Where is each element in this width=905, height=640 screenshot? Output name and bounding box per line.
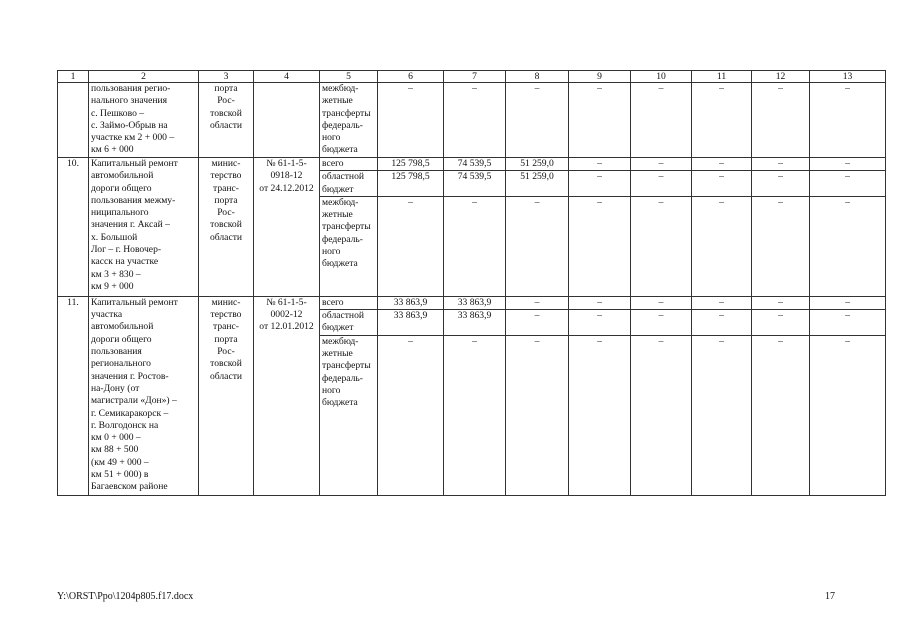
value-cell: – <box>444 335 506 495</box>
value-cell: – <box>752 310 810 336</box>
column-number: 1 <box>58 71 89 83</box>
column-number: 6 <box>378 71 444 83</box>
column-number: 10 <box>631 71 692 83</box>
value-cell: 51 259,0 <box>506 158 569 171</box>
value-cell: – <box>444 196 506 296</box>
responsible-ministry: минис- терство транс- порта Рос- товской области <box>199 158 254 297</box>
value-cell: 125 798,5 <box>378 171 444 197</box>
table-row <box>58 83 886 158</box>
budget-source: всего <box>320 158 378 171</box>
value-cell: – <box>810 335 886 495</box>
value-cell: – <box>506 310 569 336</box>
value-cell: – <box>692 196 752 296</box>
value-cell: – <box>752 296 810 309</box>
value-cell: – <box>631 296 692 309</box>
page-number: 17 <box>825 591 835 602</box>
value-cell: – <box>692 310 752 336</box>
value-cell: – <box>810 171 886 197</box>
column-number-row <box>58 71 886 83</box>
value-cell: – <box>631 335 692 495</box>
value-cell: – <box>631 196 692 296</box>
value-cell: – <box>810 296 886 309</box>
budget-source: межбюд- жетные трансферты федераль- ного бюджета <box>320 83 378 158</box>
value-cell: – <box>569 171 631 197</box>
row-number: 11. <box>58 296 89 495</box>
value-cell: – <box>810 158 886 171</box>
column-number: 5 <box>320 71 378 83</box>
budget-source: всего <box>320 296 378 309</box>
responsible-ministry: порта Рос- товской области <box>199 83 254 158</box>
table-row <box>58 158 886 171</box>
value-cell: 33 863,9 <box>444 296 506 309</box>
budget-source: областной бюджет <box>320 310 378 336</box>
contract-number: № 61-1-5- 0002-12 от 12.01.2012 <box>254 296 320 495</box>
responsible-ministry: минис- терство транс- порта Рос- товской области <box>199 296 254 495</box>
value-cell: – <box>752 335 810 495</box>
value-cell: – <box>752 196 810 296</box>
value-cell: 33 863,9 <box>444 310 506 336</box>
row-number: 10. <box>58 158 89 297</box>
value-cell: – <box>569 158 631 171</box>
column-number: 4 <box>254 71 320 83</box>
value-cell: – <box>752 171 810 197</box>
value-cell: 74 539,5 <box>444 158 506 171</box>
value-cell: 33 863,9 <box>378 310 444 336</box>
budget-source: межбюд- жетные трансферты федераль- ного бюджета <box>320 196 378 296</box>
value-cell: – <box>506 296 569 309</box>
column-number: 3 <box>199 71 254 83</box>
value-cell: – <box>752 158 810 171</box>
column-number: 7 <box>444 71 506 83</box>
work-description: Капитальный ремонт участка автомобильной дороги общего пользования регионального значения г. Ростов- на-Дону (от магистрали «Дон») – г. Семикаракорск – г. Волгодонск на км 0 + 000 – км 88 + 500 (км 49 + 000 – км 51 + 000) в Багаевском районе <box>89 296 199 495</box>
value-cell: – <box>631 171 692 197</box>
budget-source: межбюд- жетные трансферты федераль- ного бюджета <box>320 335 378 495</box>
column-number: 13 <box>810 71 886 83</box>
value-cell: – <box>752 83 810 158</box>
value-cell: – <box>506 83 569 158</box>
value-cell: – <box>569 196 631 296</box>
value-cell: 51 259,0 <box>506 171 569 197</box>
value-cell: – <box>692 83 752 158</box>
value-cell: – <box>378 196 444 296</box>
value-cell: – <box>692 335 752 495</box>
budget-source: областной бюджет <box>320 171 378 197</box>
value-cell: – <box>810 83 886 158</box>
value-cell: – <box>631 158 692 171</box>
value-cell: – <box>378 83 444 158</box>
column-number: 12 <box>752 71 810 83</box>
value-cell: – <box>810 310 886 336</box>
value-cell: – <box>692 158 752 171</box>
value-cell: – <box>444 83 506 158</box>
column-number: 11 <box>692 71 752 83</box>
value-cell: 125 798,5 <box>378 158 444 171</box>
value-cell: 74 539,5 <box>444 171 506 197</box>
value-cell: – <box>506 196 569 296</box>
work-description: Капитальный ремонт автомобильной дороги общего пользования межму- ниципального значения г. Аксай – х. Большой Лог – г. Новочер- касск на участке км 3 + 830 – км 9 + 000 <box>89 158 199 297</box>
contract-cell <box>254 83 320 158</box>
value-cell: – <box>506 335 569 495</box>
value-cell: – <box>569 83 631 158</box>
value-cell: – <box>378 335 444 495</box>
value-cell: – <box>569 335 631 495</box>
work-description: пользования регио- нального значения с. Пешково – с. Займо-Обрыв на участке км 2 + 000 – км 6 + 000 <box>89 83 199 158</box>
table-row <box>58 296 886 309</box>
value-cell: – <box>692 171 752 197</box>
column-number: 2 <box>89 71 199 83</box>
value-cell: – <box>569 296 631 309</box>
value-cell: – <box>692 296 752 309</box>
contract-number: № 61-1-5- 0918-12 от 24.12.2012 <box>254 158 320 297</box>
column-number: 8 <box>506 71 569 83</box>
footer-file-path: Y:\ORST\Ppo\1204p805.f17.docx <box>57 591 194 602</box>
value-cell: – <box>810 196 886 296</box>
value-cell: – <box>631 310 692 336</box>
value-cell: 33 863,9 <box>378 296 444 309</box>
row-number-cell <box>58 83 89 158</box>
value-cell: – <box>631 83 692 158</box>
budget-table <box>57 70 886 496</box>
value-cell: – <box>569 310 631 336</box>
column-number: 9 <box>569 71 631 83</box>
